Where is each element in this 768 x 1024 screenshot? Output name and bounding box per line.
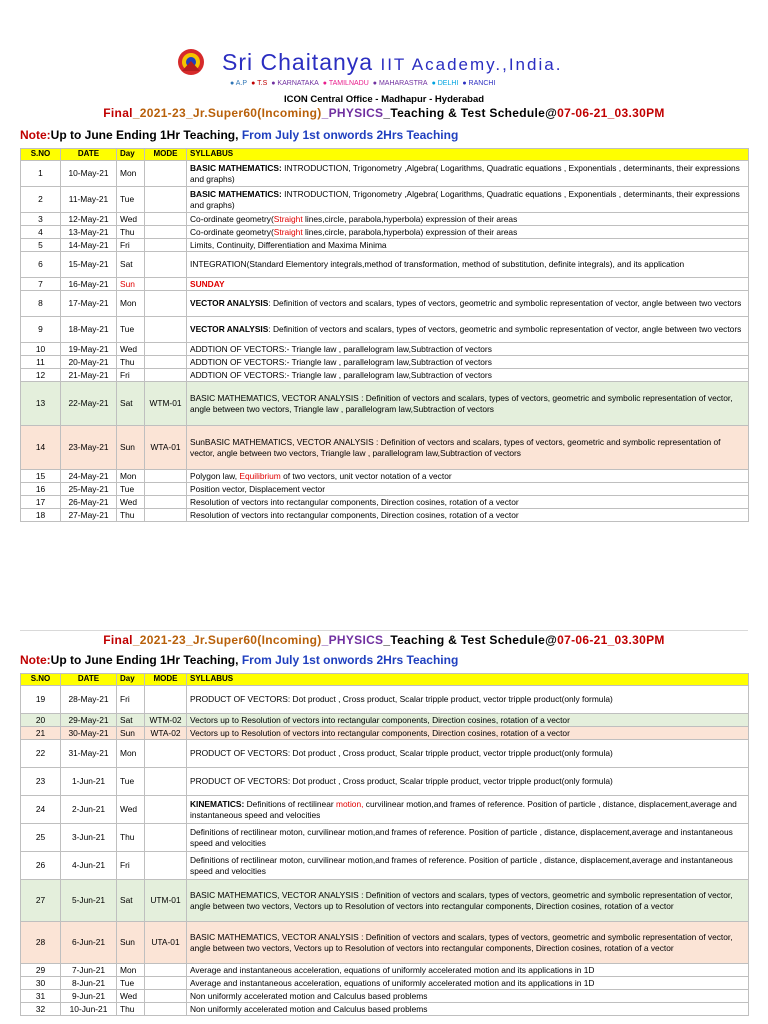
cell-sno: 26	[21, 852, 61, 880]
cell-day: Mon	[117, 964, 145, 977]
table-row	[21, 317, 749, 343]
syllabus-text: Non uniformly accelerated motion and Calculus based problems	[190, 1003, 428, 1014]
syllabus-text: Resolution of vectors into rectangular components, Direction cosines, rotation of a vector	[190, 509, 519, 520]
cell-mode	[145, 964, 187, 977]
cell-day: Wed	[117, 496, 145, 509]
table-row	[21, 509, 749, 522]
cell-date: 5-Jun-21	[61, 880, 117, 922]
cell-syllabus	[187, 509, 749, 522]
col-sno: S.NO	[21, 149, 61, 161]
syllabus-text: curvilinear motion,and frames of reference. Position of particle , distance, displacement,average and instantaneous speed and velocities	[190, 799, 737, 820]
table-header-row	[21, 674, 749, 686]
table-row	[21, 382, 749, 426]
cell-sno: 15	[21, 470, 61, 483]
syllabus-heading: BASIC MATHEMATICS:	[190, 163, 282, 173]
cell-syllabus	[187, 740, 749, 768]
cell-syllabus	[187, 239, 749, 252]
cell-mode: WTA-02	[145, 727, 187, 740]
cell-date: 2-Jun-21	[61, 796, 117, 824]
cell-sno: 19	[21, 686, 61, 714]
state-item: ● KARNATAKA	[271, 80, 319, 87]
cell-sno: 28	[21, 922, 61, 964]
syllabus-text: lines,circle, parabola,hyperbola) expression of their areas	[302, 213, 518, 224]
syllabus-highlight: Straight	[273, 213, 303, 224]
table-row	[21, 1003, 749, 1016]
syllabus-text: Resolution of vectors into rectangular components, Direction cosines, rotation of a vector	[190, 496, 519, 507]
cell-syllabus	[187, 1003, 749, 1016]
cell-mode: WTA-01	[145, 426, 187, 470]
cell-mode	[145, 824, 187, 852]
cell-date: 8-Jun-21	[61, 977, 117, 990]
table-row	[21, 369, 749, 382]
syllabus-heading: VECTOR ANALYSIS	[190, 324, 269, 335]
cell-syllabus	[187, 317, 749, 343]
cell-syllabus	[187, 880, 749, 922]
cell-mode	[145, 483, 187, 496]
cell-day: Fri	[117, 239, 145, 252]
header-brand	[176, 42, 562, 82]
cell-mode	[145, 496, 187, 509]
cell-mode	[145, 187, 187, 213]
table-row	[21, 187, 749, 213]
cell-date: 25-May-21	[61, 483, 117, 496]
syllabus-text: Vectors up to Resolution of vectors into rectangular components, Direction cosines, rotation of a vector	[190, 714, 570, 725]
cell-mode	[145, 317, 187, 343]
table-row	[21, 714, 749, 727]
cell-sno: 29	[21, 964, 61, 977]
cell-syllabus	[187, 768, 749, 796]
cell-day: Fri	[117, 852, 145, 880]
state-item: ● A.P	[230, 80, 248, 87]
cell-syllabus	[187, 356, 749, 369]
cell-syllabus	[187, 252, 749, 278]
cell-date: 20-May-21	[61, 356, 117, 369]
table-row	[21, 964, 749, 977]
schedule-table-1	[20, 148, 749, 522]
state-item: ● MAHARASTRA	[372, 80, 428, 87]
cell-syllabus	[187, 922, 749, 964]
col-day: Day	[117, 149, 145, 161]
cell-syllabus	[187, 369, 749, 382]
cell-mode	[145, 796, 187, 824]
cell-syllabus	[187, 686, 749, 714]
table-row	[21, 278, 749, 291]
col-syllabus: SYLLABUS	[187, 674, 749, 686]
cell-date: 14-May-21	[61, 239, 117, 252]
table-row	[21, 343, 749, 356]
cell-date: 10-Jun-21	[61, 1003, 117, 1016]
cell-syllabus	[187, 470, 749, 483]
cell-day: Thu	[117, 226, 145, 239]
schedule-title-2: Final_2021-23_Jr.Super60(Incoming)_PHYSICS_Teaching & Test Schedule@07-06-21_03.30PM	[103, 633, 665, 647]
cell-mode	[145, 161, 187, 187]
cell-mode	[145, 509, 187, 522]
cell-date: 16-May-21	[61, 278, 117, 291]
cell-sno: 22	[21, 740, 61, 768]
cell-date: 28-May-21	[61, 686, 117, 714]
table-row	[21, 727, 749, 740]
cell-date: 31-May-21	[61, 740, 117, 768]
cell-day: Tue	[117, 483, 145, 496]
table-row	[21, 990, 749, 1003]
cell-sno: 20	[21, 714, 61, 727]
cell-day: Thu	[117, 356, 145, 369]
cell-day: Tue	[117, 187, 145, 213]
cell-day: Sat	[117, 880, 145, 922]
syllabus-text: Position vector, Displacement vector	[190, 483, 325, 494]
table-row	[21, 852, 749, 880]
cell-date: 29-May-21	[61, 714, 117, 727]
cell-mode	[145, 740, 187, 768]
col-mode: MODE	[145, 149, 187, 161]
cell-date: 27-May-21	[61, 509, 117, 522]
table-row	[21, 496, 749, 509]
syllabus-text: INTEGRATION(Standard Elementory integrals,method of transformation, method of substitution, definite integrals), and its application	[190, 259, 685, 270]
syllabus-text: of two vectors, unit vector notation of a vector	[280, 470, 452, 481]
cell-date: 6-Jun-21	[61, 922, 117, 964]
syllabus-text: : Definition of vectors and scalars, types of vectors, geometric and symbolic representation of vector, angle between two vectors	[268, 298, 742, 309]
table-row	[21, 483, 749, 496]
cell-mode	[145, 356, 187, 369]
cell-date: 24-May-21	[61, 470, 117, 483]
cell-mode: WTM-02	[145, 714, 187, 727]
cell-mode	[145, 278, 187, 291]
cell-date: 19-May-21	[61, 343, 117, 356]
syllabus-highlight: Equilibrium	[239, 470, 281, 481]
syllabus-text: PRODUCT OF VECTORS: Dot product , Cross product, Scalar tripple product, vector tripple product(only formula)	[190, 776, 613, 787]
syllabus-highlight: motion,	[335, 799, 364, 809]
cell-day: Sun	[117, 278, 145, 291]
cell-day: Sun	[117, 426, 145, 470]
cell-mode	[145, 686, 187, 714]
cell-sno: 18	[21, 509, 61, 522]
cell-sno: 30	[21, 977, 61, 990]
syllabus-text: BASIC MATHEMATICS, VECTOR ANALYSIS : Definition of vectors and scalars, types of vectors, geometric and symbolic representation of vector, angle between two vectors, Triangle law , parallelogram law,Subtraction of vectors	[190, 393, 733, 414]
cell-date: 9-Jun-21	[61, 990, 117, 1003]
cell-syllabus	[187, 496, 749, 509]
cell-mode	[145, 226, 187, 239]
cell-mode: UTA-01	[145, 922, 187, 964]
cell-syllabus	[187, 213, 749, 226]
cell-sno: 10	[21, 343, 61, 356]
cell-syllabus	[187, 796, 749, 824]
cell-date: 30-May-21	[61, 727, 117, 740]
cell-day: Sat	[117, 252, 145, 278]
syllabus-text: SunBASIC MATHEMATICS, VECTOR ANALYSIS : Definition of vectors and scalars, types of vectors, geometric and symbolic representation of vector, angle between two vectors, Triangle law , parallelogram law,Subtraction of vectors	[190, 437, 721, 458]
cell-day: Mon	[117, 740, 145, 768]
cell-date: 3-Jun-21	[61, 824, 117, 852]
cell-date: 4-Jun-21	[61, 852, 117, 880]
state-item: ● RANCHI	[462, 80, 496, 87]
cell-syllabus	[187, 964, 749, 977]
table-row	[21, 426, 749, 470]
cell-syllabus	[187, 187, 749, 213]
cell-syllabus	[187, 226, 749, 239]
col-mode: MODE	[145, 674, 187, 686]
cell-day: Tue	[117, 317, 145, 343]
table-row	[21, 291, 749, 317]
schedule-table-2	[20, 673, 749, 1016]
col-day: Day	[117, 674, 145, 686]
syllabus-text: Average and instantaneous acceleration, equations of uniformly accelerated motion and its applications in 1D	[190, 977, 595, 988]
cell-day: Thu	[117, 1003, 145, 1016]
cell-mode	[145, 1003, 187, 1016]
cell-date: 13-May-21	[61, 226, 117, 239]
cell-day: Wed	[117, 213, 145, 226]
cell-sno: 7	[21, 278, 61, 291]
cell-date: 23-May-21	[61, 426, 117, 470]
cell-day: Wed	[117, 343, 145, 356]
teaching-note: Note:Up to June Ending 1Hr Teaching, From July 1st onwords 2Hrs Teaching	[20, 128, 459, 142]
cell-mode: WTM-01	[145, 382, 187, 426]
cell-sno: 2	[21, 187, 61, 213]
cell-day: Sun	[117, 922, 145, 964]
cell-sno: 8	[21, 291, 61, 317]
syllabus-text: Co-ordinate geometry(	[190, 213, 274, 224]
syllabus-heading: BASIC MATHEMATICS:	[190, 189, 282, 199]
cell-syllabus: SUNDAY	[187, 278, 749, 291]
cell-mode	[145, 252, 187, 278]
syllabus-heading: KINEMATICS:	[190, 799, 245, 809]
cell-sno: 23	[21, 768, 61, 796]
cell-sno: 14	[21, 426, 61, 470]
table-row	[21, 226, 749, 239]
syllabus-text: Average and instantaneous acceleration, equations of uniformly accelerated motion and its applications in 1D	[190, 964, 595, 975]
cell-date: 1-Jun-21	[61, 768, 117, 796]
cell-mode	[145, 977, 187, 990]
cell-syllabus	[187, 714, 749, 727]
syllabus-text: Vectors up to Resolution of vectors into rectangular components, Direction cosines, rotation of a vector	[190, 727, 570, 738]
cell-mode	[145, 470, 187, 483]
state-list	[230, 80, 499, 87]
cell-date: 22-May-21	[61, 382, 117, 426]
teaching-note-2: Note:Up to June Ending 1Hr Teaching, From July 1st onwords 2Hrs Teaching	[20, 653, 459, 667]
cell-sno: 4	[21, 226, 61, 239]
cell-syllabus	[187, 161, 749, 187]
table-row	[21, 880, 749, 922]
table-header-row	[21, 149, 749, 161]
table-row	[21, 356, 749, 369]
cell-sno: 24	[21, 796, 61, 824]
cell-day: Sun	[117, 727, 145, 740]
table-row	[21, 686, 749, 714]
cell-sno: 31	[21, 990, 61, 1003]
cell-day: Sat	[117, 382, 145, 426]
cell-sno: 6	[21, 252, 61, 278]
syllabus-text: Limits, Continuity, Differentiation and Maxima Minima	[190, 239, 387, 250]
cell-day: Mon	[117, 291, 145, 317]
cell-mode	[145, 239, 187, 252]
cell-mode	[145, 990, 187, 1003]
cell-day: Wed	[117, 796, 145, 824]
state-item: ● TAMILNADU	[322, 80, 369, 87]
cell-syllabus	[187, 343, 749, 356]
cell-sno: 27	[21, 880, 61, 922]
cell-syllabus	[187, 852, 749, 880]
cell-date: 15-May-21	[61, 252, 117, 278]
cell-day: Fri	[117, 369, 145, 382]
syllabus-text: Co-ordinate geometry(	[190, 226, 274, 237]
cell-day: Tue	[117, 977, 145, 990]
table-row	[21, 740, 749, 768]
cell-date: 26-May-21	[61, 496, 117, 509]
cell-date: 18-May-21	[61, 317, 117, 343]
state-item: ● DELHI	[431, 80, 459, 87]
schedule-title: Final_2021-23_Jr.Super60(Incoming)_PHYSICS_Teaching & Test Schedule@07-06-21_03.30PM	[103, 106, 665, 120]
cell-day: Sat	[117, 714, 145, 727]
table-row	[21, 977, 749, 990]
syllabus-text: PRODUCT OF VECTORS: Dot product , Cross product, Scalar tripple product, vector tripple product(only formula)	[190, 694, 613, 705]
table-row	[21, 824, 749, 852]
syllabus-highlight: Straight	[273, 226, 303, 237]
cell-day: Mon	[117, 470, 145, 483]
cell-date: 21-May-21	[61, 369, 117, 382]
cell-mode	[145, 343, 187, 356]
syllabus-text: Non uniformly accelerated motion and Calculus based problems	[190, 990, 428, 1001]
syllabus-text: BASIC MATHEMATICS, VECTOR ANALYSIS : Definition of vectors and scalars, types of vectors, geometric and symbolic representation of vector, angle between two vectors, Vectors up to Resolution of vectors into rectangular components, Direction cosines, rotation of a vector	[190, 890, 733, 911]
office-address: ICON Central Office - Madhapur - Hyderabad	[283, 94, 485, 105]
cell-mode	[145, 291, 187, 317]
brand-name: Sri Chaitanya IIT Academy.,India.	[222, 48, 563, 75]
sri-chaitanya-logo	[176, 47, 206, 77]
cell-day: Tue	[117, 768, 145, 796]
syllabus-text: BASIC MATHEMATICS, VECTOR ANALYSIS : Definition of vectors and scalars, types of vectors, geometric and symbolic representation of vector, angle between two vectors, Vectors up to Resolution of vectors into rectangular components, Direction cosines, rotation of a vector	[190, 932, 733, 953]
cell-syllabus	[187, 824, 749, 852]
syllabus-text: Polygon law,	[190, 470, 240, 481]
table-row	[21, 470, 749, 483]
syllabus-heading: VECTOR ANALYSIS	[190, 298, 269, 309]
table-row	[21, 213, 749, 226]
syllabus-text: PRODUCT OF VECTORS: Dot product , Cross product, Scalar tripple product, vector tripple product(only formula)	[190, 748, 613, 759]
cell-syllabus	[187, 291, 749, 317]
table-row	[21, 161, 749, 187]
cell-mode: UTM-01	[145, 880, 187, 922]
cell-syllabus	[187, 727, 749, 740]
syllabus-text: : Definition of vectors and scalars, types of vectors, geometric and symbolic representation of vector, angle between two vectors	[268, 324, 742, 335]
syllabus-text: Definitions of rectilinear moton, curvilinear motion,and frames of reference. Position of particle , distance, displacement,average and instantaneous speed and velocities	[190, 827, 733, 848]
cell-day: Thu	[117, 509, 145, 522]
table-row	[21, 239, 749, 252]
cell-sno: 9	[21, 317, 61, 343]
syllabus-text: lines,circle, parabola,hyperbola) expression of their areas	[302, 226, 518, 237]
col-date: DATE	[61, 674, 117, 686]
cell-syllabus	[187, 382, 749, 426]
cell-syllabus	[187, 483, 749, 496]
cell-day: Thu	[117, 824, 145, 852]
cell-date: 7-Jun-21	[61, 964, 117, 977]
cell-date: 11-May-21	[61, 187, 117, 213]
syllabus-text: Definitions of rectilinear moton, curvilinear motion,and frames of reference. Position of particle , distance, displacement,average and instantaneous speed and velocities	[190, 855, 733, 876]
cell-mode	[145, 213, 187, 226]
cell-sno: 32	[21, 1003, 61, 1016]
cell-syllabus	[187, 990, 749, 1003]
col-syllabus: SYLLABUS	[187, 149, 749, 161]
table-row	[21, 796, 749, 824]
cell-day: Fri	[117, 686, 145, 714]
cell-sno: 17	[21, 496, 61, 509]
syllabus-text: ADDTION OF VECTORS:- Triangle law , parallelogram law,Subtraction of vectors	[190, 356, 492, 367]
cell-date: 12-May-21	[61, 213, 117, 226]
cell-sno: 1	[21, 161, 61, 187]
cell-mode	[145, 369, 187, 382]
cell-sno: 5	[21, 239, 61, 252]
divider	[20, 630, 748, 631]
cell-day: Mon	[117, 161, 145, 187]
syllabus-text: ADDTION OF VECTORS:- Triangle law , parallelogram law,Subtraction of vectors	[190, 343, 492, 354]
cell-syllabus	[187, 426, 749, 470]
cell-sno: 16	[21, 483, 61, 496]
cell-sno: 25	[21, 824, 61, 852]
state-item: ● T.S	[251, 80, 268, 87]
col-sno: S.NO	[21, 674, 61, 686]
cell-day: Wed	[117, 990, 145, 1003]
cell-mode	[145, 768, 187, 796]
cell-sno: 13	[21, 382, 61, 426]
syllabus-text: INTRODUCTION, Trigonometry ,Algebra( Logarithms, Quadratic equations , Exponentials , determinants, their expressions and graphs)	[190, 163, 740, 184]
cell-sno: 3	[21, 213, 61, 226]
cell-date: 10-May-21	[61, 161, 117, 187]
cell-sno: 11	[21, 356, 61, 369]
col-date: DATE	[61, 149, 117, 161]
cell-sno: 12	[21, 369, 61, 382]
cell-mode	[145, 852, 187, 880]
syllabus-text: Definitions of rectilinear	[244, 799, 336, 809]
table-row	[21, 252, 749, 278]
cell-sno: 21	[21, 727, 61, 740]
syllabus-text: INTRODUCTION, Trigonometry ,Algebra( Logarithms, Quadratic equations , Exponentials , determinants, their expressions and graphs)	[190, 189, 740, 210]
table-row	[21, 922, 749, 964]
table-row	[21, 768, 749, 796]
cell-date: 17-May-21	[61, 291, 117, 317]
syllabus-text: ADDTION OF VECTORS:- Triangle law , parallelogram law,Subtraction of vectors	[190, 369, 492, 380]
cell-syllabus	[187, 977, 749, 990]
